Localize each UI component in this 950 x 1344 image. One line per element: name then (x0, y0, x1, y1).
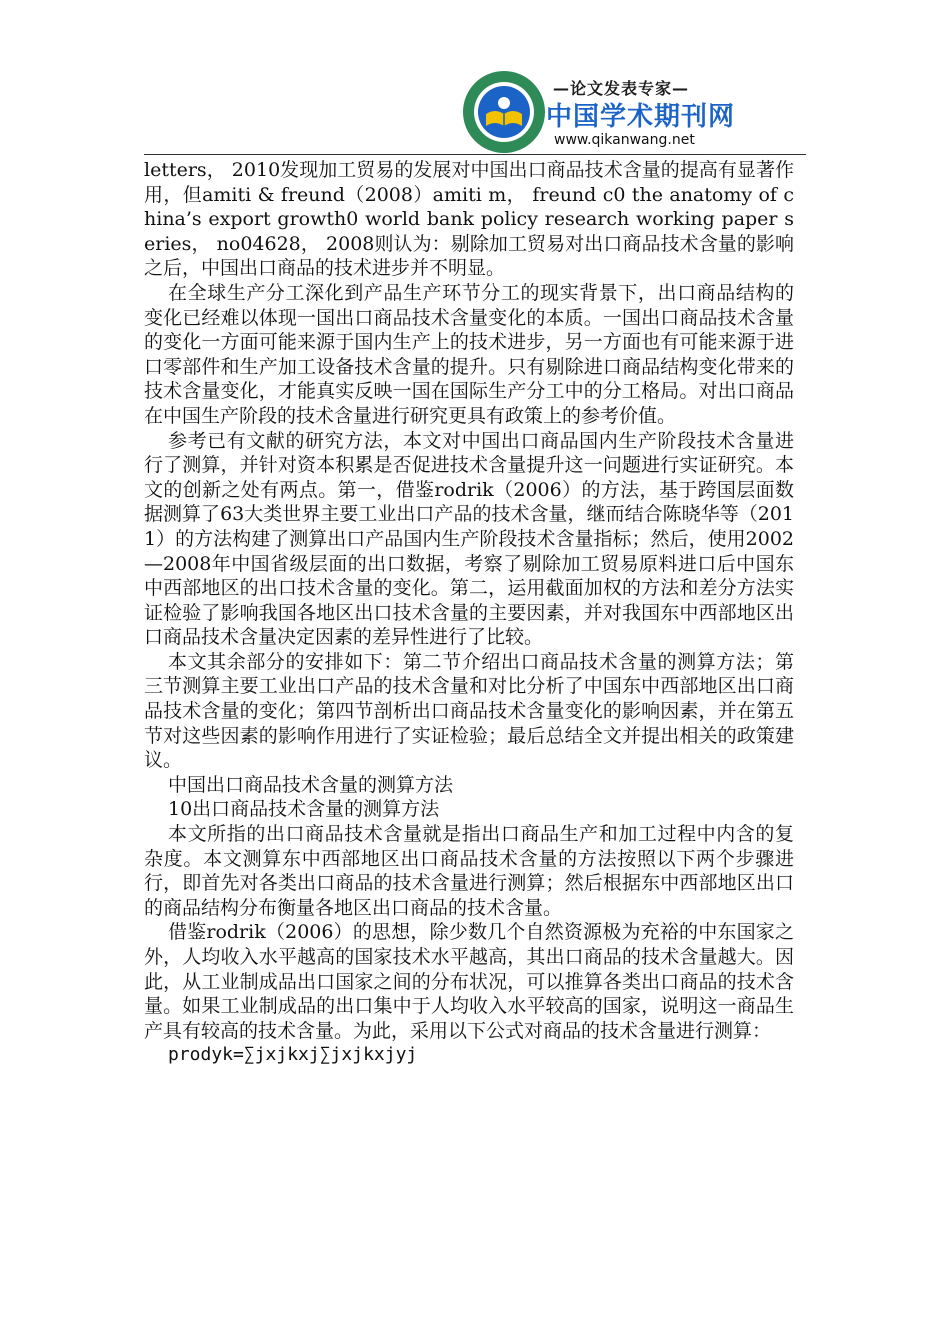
logo-url[interactable]: www.qikanwang.net (554, 132, 695, 148)
logo-brand-name: 中国学术期刊网 (546, 102, 736, 132)
site-logo[interactable] (462, 62, 736, 154)
seal-center-disc (478, 86, 530, 138)
paragraph-4: 本文其余部分的安排如下：第二节介绍出口商品技术含量的测算方法；第三节测算主要工业出口产品的技术含量和对比分析了中国东中西部地区出口商品技术含量的变化；第四节剖析出口商品技术含量变化的影响因素，并在第五节对这些因素的影响作用进行了实证检验；最后总结全文并提出相关的政策建议。 (144, 650, 794, 772)
subsection-heading: 10出口商品技术含量的测算方法 (168, 798, 440, 821)
paragraph-6: 借鉴rodrik（2006）的思想，除少数几个自然资源极为充裕的中东国家之外，人均收入水平越高的国家技术水平越高，其出口商品的技术含量越大。因此，从工业制成品出口国家之间的分布状况，可以推算各类出口商品的技术含量。如果工业制成品的出口集中于人均收入水平较高的国家，说明这一商品生产具有较高的技术含量。为此，采用以下公式对商品的技术含量进行测算： (144, 921, 794, 1042)
seal-logo-icon (462, 70, 546, 154)
section-heading: 中国出口商品技术含量的测算方法 (168, 773, 454, 796)
paragraph-3: 参考已有文献的研究方法，本文对中国出口商品国内生产阶段技术含量进行了测算，并针对资本积累是否促进技术含量提升这一问题进行实证研究。本文的创新之处有两点。第一，借鉴rodrik（2006）的方法，基于跨国层面数据测算了63大类世界主要工业出口产品的技术含量，继而结合陈晓华等（2011）的方法构建了测算出口产品国内生产阶段技术含量指标；然后，使用2002—2008年中国省级层面的出口数据，考察了剔除加工贸易原料进口后中国东中西部地区的出口技术含量的变化。第二，运用截面加权的方法和差分方法实证检验了影响我国各地区出口技术含量的主要因素，并对我国东中西部地区出口商品技术含量决定因素的差异性进行了比较。 (144, 429, 794, 649)
paragraph-2: 在全球生产分工深化到产品生产环节分工的现实背景下，出口商品结构的变化已经难以体现一国出口商品技术含量变化的本质。一国出口商品技术含量的变化一方面可能来源于国内生产上的技术进步，另一方面也有可能来源于进口零部件和生产加工设备技术含量的提升。只有剔除进口商品结构变化带来的技术含量变化，才能真实反映一国在国际生产分工中的分工格局。对出口商品在中国生产阶段的技术含量进行研究更具有政策上的参考价值。 (144, 281, 794, 427)
paragraph-5: 本文所指的出口商品技术含量就是指出口商品生产和加工过程中内含的复杂度。本文测算东中西部地区出口商品技术含量的方法按照以下两个步骤进行，即首先对各类出口商品的技术含量进行测算；然后根据东中西部地区出口的商品结构分布衡量各地区出口商品的技术含量。 (144, 823, 794, 919)
article-body (144, 158, 794, 1068)
paragraph-1: letters， 2010发现加工贸易的发展对中国出口商品技术含量的提高有显著作用，但amiti & freund（2008）amiti m， freund c0 the anatomy of china’s export growth0 world bank policy research working paper series， no04628， 2008则认为：剔除加工贸易对出口商品技术含量的影响之后，中国出口商品的技术进步并不明显。 (144, 159, 794, 280)
header-divider (144, 154, 806, 155)
logo-tagline: —论文发表专家— (552, 79, 689, 98)
formula-prody: prodyk=∑jxjkxj∑jxjkxjyj (168, 1044, 418, 1066)
